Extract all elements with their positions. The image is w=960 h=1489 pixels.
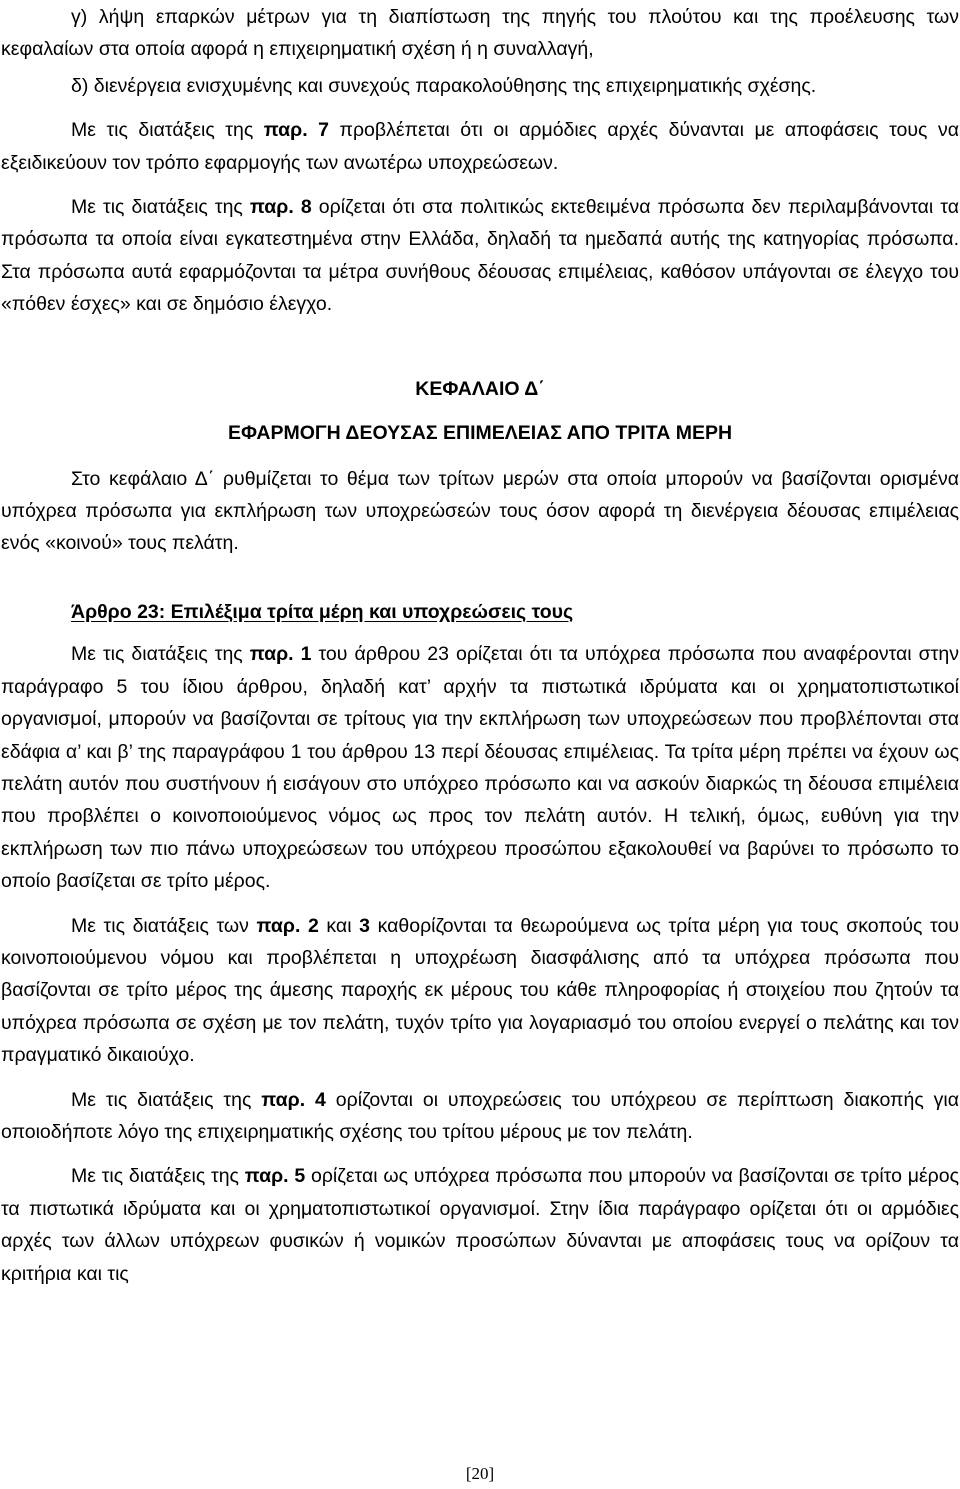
article-paragraph-5: Με τις διατάξεις της παρ. 5 ορίζεται ως υπόχρεα πρόσωπα που μπορούν να βασίζονται σε τρίτο μέρος τα πιστωτικά ιδρύματα και οι χρηματοπιστωτικοί οργανισμοί. Στην ίδια παράγραφο ορίζεται ότι οι αρμόδιες αρχές των άλλων υπόχρεων φυσικών ή νομικών προσώπων δύνανται με αποφάσεις τους να ορίζουν τα κριτήρια και τις (1, 1165, 959, 1285)
article-title: Άρθρο 23: Επιλέξιμα τρίτα μέρη και υποχρεώσεις τους (71, 600, 574, 623)
paragraph-7: Με τις διατάξεις της παρ. 7 προβλέπεται ότι οι αρμόδιες αρχές δύνανται με αποφάσεις τους να εξειδικεύουν τον τρόπο εφαρμογής των ανωτέρω υποχρεώσεων. (1, 119, 959, 174)
chapter-title: ΚΕΦΑΛΑΙΟ Δ΄ (415, 377, 545, 400)
article-paragraph-2-3: Με τις διατάξεις των παρ. 2 και 3 καθορίζονται τα θεωρούμενα ως τρίτα μέρη για τους σκοπούς του κοινοποιούμενου νόμου και προβλέπεται η υποχρέωση διασφάλισης από τα υπόχρεα πρόσωπα που βασίζονται σε τρίτο μέρος της άμεσης παροχής εκ μέρους του κάθε πληροφορίας ή στοιχείου που ζητούν τα υπόχρεα πρόσωπα σε σχέση με τον πελάτη, τυχόν τρίτο για λογαριασμό του οποίου ενεργεί ο πελάτης και τον πραγματικό δικαιούχο. (1, 914, 959, 1067)
list-item-g: γ) λήψη επαρκών μέτρων για τη διαπίστωση της πηγής του πλούτου και της προέλευσης των κεφαλαίων στα οποία αφορά η επιχειρηματική σχέση ή η συναλλαγή, (1, 6, 959, 61)
list-item-d: δ) διενέργεια ενισχυμένης και συνεχούς παρακολούθησης της επιχειρηματικής σχέσης. (71, 74, 817, 97)
document-body (1, 1, 959, 1290)
article-paragraph-1: Με τις διατάξεις της παρ. 1 του άρθρου 23 ορίζεται ότι τα υπόχρεα πρόσωπα που αναφέρονται στην παράγραφο 5 του ίδιου άρθρου, δηλαδή κατ’ αρχήν τα πιστωτικά ιδρύματα και οι χρηματοπιστωτικοί οργανισμοί, μπορούν να βασίζονται σε τρίτους για την εκπλήρωση των υποχρεώσεων που προβλέπονται στα εδάφια α’ και β’ της παραγράφου 1 του άρθρου 13 περί δέουσας επιμέλειας. Τα τρίτα μέρη πρέπει να έχουν ως πελάτη αυτόν που συστήνουν ή εισάγουν στο υπόχρεο πρόσωπο και να ασκούν διαρκώς τη δέουσα επιμέλεια που προβλέπει ο κοινοποιούμενος νόμος ως προς τον πελάτη αυτόν. Η τελική, όμως, ευθύνη για την εκπλήρωση των πιο πάνω υποχρεώσεων του υπόχρεου προσώπου εξακολουθεί να βαρύνει το πρόσωπο το οποίο βασίζεται σε τρίτο μέρος. (1, 643, 959, 893)
article-paragraph-4: Με τις διατάξεις της παρ. 4 ορίζονται οι υποχρεώσεις του υπόχρεου σε περίπτωση διακοπής για οποιοδήποτε λόγο της επιχειρηματικής σχέσης του τρίτου μέρους με τον πελάτη. (1, 1088, 959, 1143)
chapter-subtitle: ΕΦΑΡΜΟΓΗ ΔΕΟΥΣΑΣ ΕΠΙΜΕΛΕΙΑΣ ΑΠΟ ΤΡΙΤΑ ΜΕΡΗ (227, 421, 733, 444)
page-number: [20] (465, 1464, 495, 1483)
paragraph-8: Με τις διατάξεις της παρ. 8 ορίζεται ότι στα πολιτικώς εκτεθειμένα πρόσωπα δεν περιλαμβάνονται τα πρόσωπα τα οποία είναι εγκατεστημένα στην Ελλάδα, δηλαδή τα ημεδαπά αυτής της κατηγορίας πρόσωπα. Στα πρόσωπα αυτά εφαρμόζονται τα μέτρα συνήθους δέουσας επιμέλειας, καθόσον υπάγονται σε έλεγχο του «πόθεν έσχες» και σε δημόσιο έλεγχο. (1, 196, 960, 316)
chapter-intro: Στο κεφάλαιο Δ΄ ρυθμίζεται το θέμα των τρίτων μερών στα οποία μπορούν να βασίζονται ορισμένα υπόχρεα πρόσωπα για εκπλήρωση των υποχρεώσεών τους όσον αφορά τη διενέργεια δέουσας επιμέλειας ενός «κοινού» τους πελάτη. (1, 467, 959, 555)
